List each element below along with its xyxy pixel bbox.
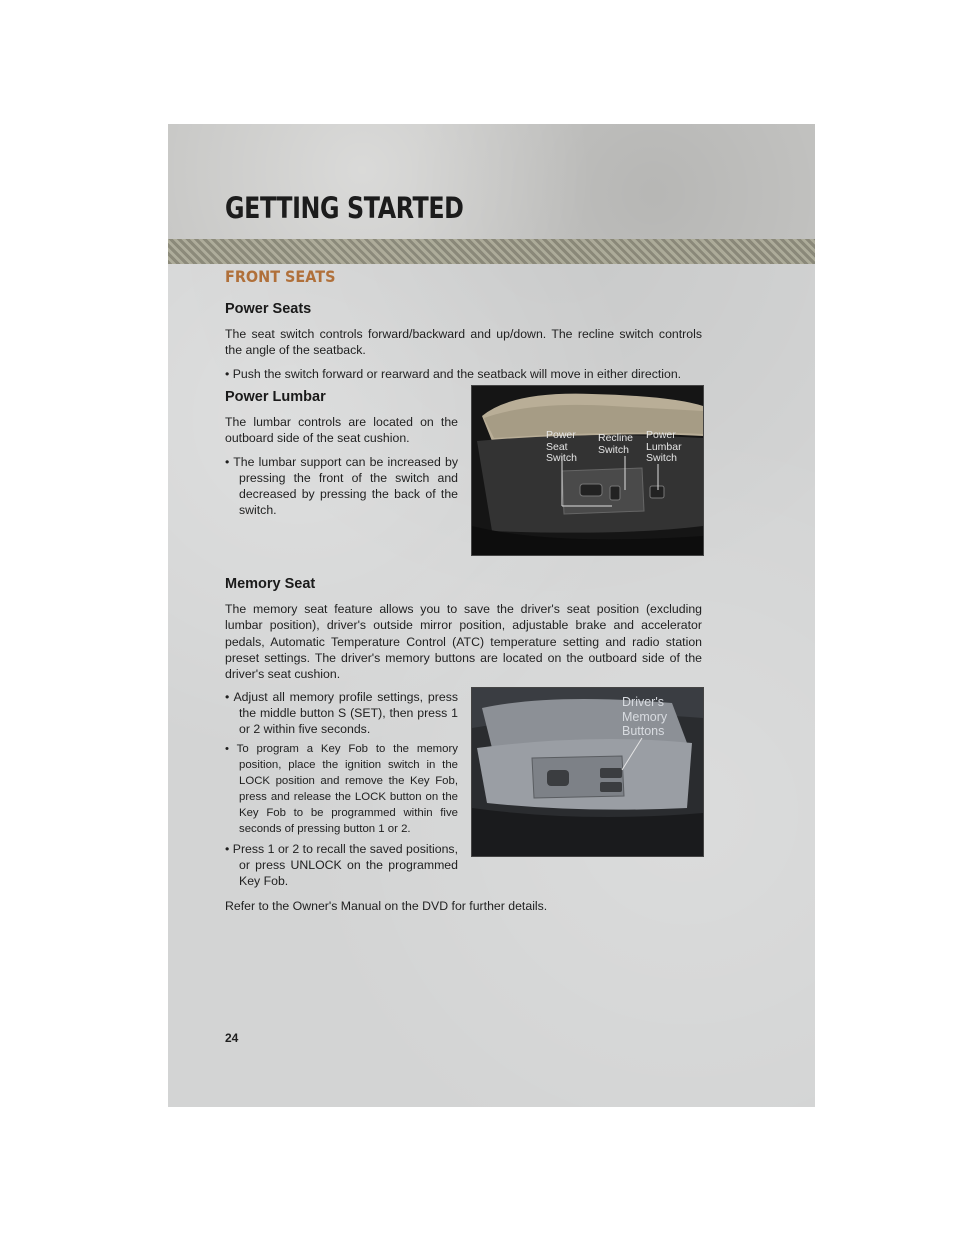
power-seats-heading: Power Seats — [225, 301, 312, 317]
memory-seat-heading: Memory Seat — [225, 576, 316, 592]
label-drivers-memory-buttons: Driver's Memory Buttons — [622, 695, 668, 738]
memory-seat-paragraph: The memory seat feature allows you to save the driver's seat position (excluding lumbar position), driver's outside mirror position, adjustable brake and accelerator pedals, Automatic Temperature Control (ATC) temperature setting and radio station preset settings. The driver's memory buttons are located on the outboard side of the driver's seat cushion. — [225, 602, 702, 682]
memory-bullet-2: • To program a Key Fob to the memory position, place the ignition switch in the LOCK position and remove the Key Fob, press and release the LOCK button on the Key Fob to be programmed within five seconds of pressing button 1 or 2. — [225, 743, 458, 835]
manual-page — [168, 124, 815, 1107]
seat-switches-image — [472, 386, 703, 555]
seat-switches-photo — [471, 385, 704, 556]
power-lumbar-bullet: • The lumbar support can be increased by pressing the front of the switch and decreased by pressing the back of the switch. — [225, 455, 458, 517]
header-stripe — [168, 239, 815, 264]
power-lumbar-paragraph: The lumbar controls are located on the outboard side of the seat cushion. — [225, 415, 458, 446]
power-seats-bullet: • Push the switch forward or rearward and the seatback will move in either direction. — [225, 367, 682, 381]
label-recline-switch: Recline Switch — [598, 432, 634, 456]
memory-bullet-3: • Press 1 or 2 to recall the saved positions, or press UNLOCK on the programmed Key Fob. — [225, 842, 458, 888]
page-title: GETTING STARTED — [225, 191, 464, 225]
memory-buttons-photo — [471, 687, 704, 857]
memory-bullet-1: • Adjust all memory profile settings, press the middle button S (SET), then press 1 or 2 within five seconds. — [225, 690, 458, 736]
page-number: 24 — [225, 1031, 239, 1045]
power-lumbar-heading: Power Lumbar — [225, 389, 326, 405]
power-seats-paragraph: The seat switch controls forward/backward and up/down. The recline switch controls the angle of the seatback. — [225, 327, 702, 358]
label-power-lumbar-switch: Power Lumbar Switch — [646, 429, 682, 464]
section-title: FRONT SEATS — [225, 267, 336, 286]
footer-note: Refer to the Owner's Manual on the DVD for further details. — [225, 899, 548, 913]
label-power-seat-switch: Power Seat Switch — [546, 429, 577, 464]
